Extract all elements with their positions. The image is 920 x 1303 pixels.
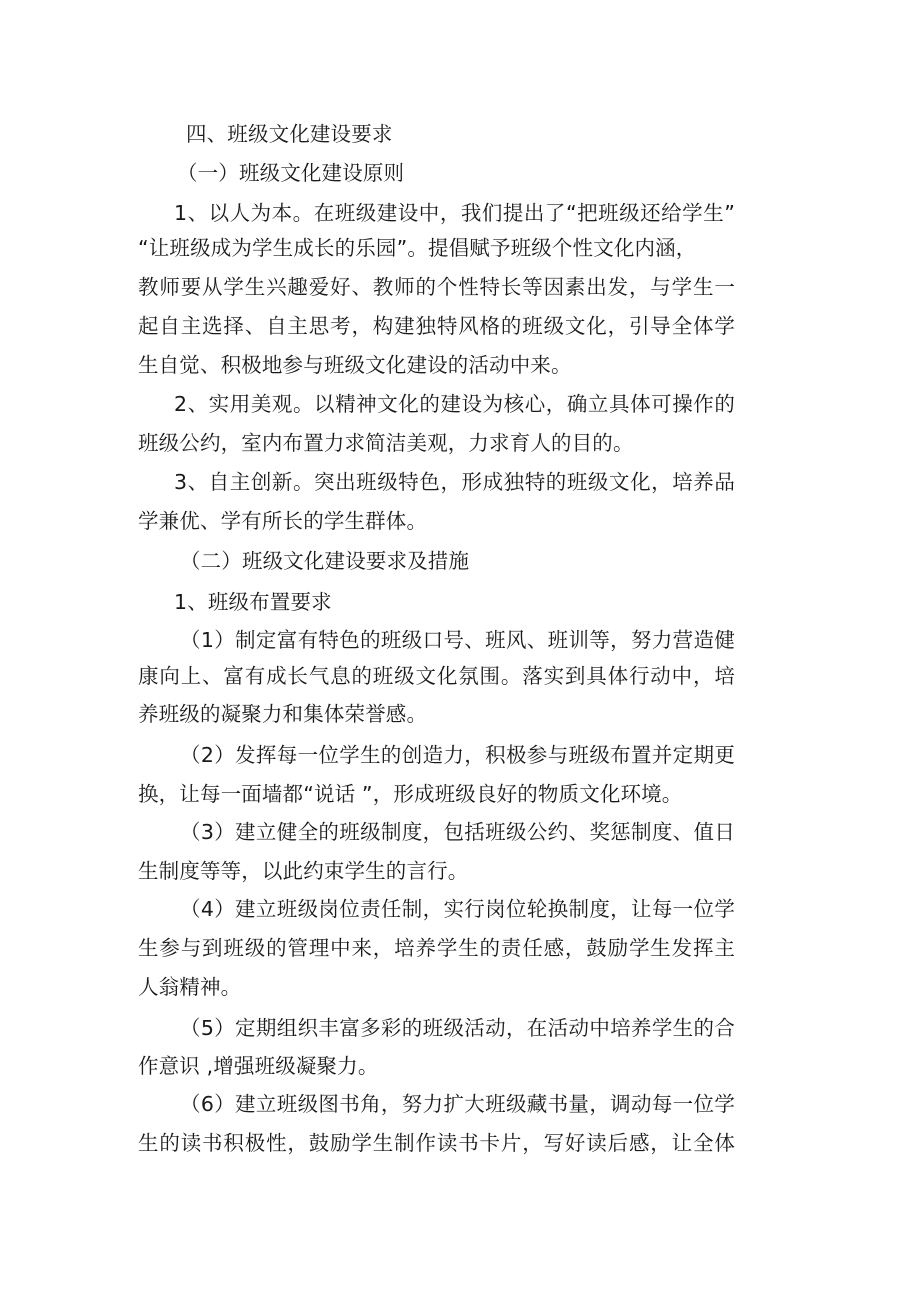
paragraph-line: 起自主选择、自主思考，构建独特风格的班级文化，引导全体学: [138, 314, 735, 338]
paragraph-line: 生自觉、积极地参与班级文化建设的活动中来。: [138, 353, 572, 377]
paragraph-line: 康向上、富有成长气息的班级文化氛围。落实到具体行动中，培: [138, 664, 735, 688]
paragraph-line: 生参与到班级的管理中来，培养学生的责任感，鼓励学生发挥主: [138, 936, 735, 960]
paragraph-line: 换，让每一面墙都“说话 ”，形成班级良好的物质文化环境。: [138, 782, 683, 806]
paragraph-line: 1、以人为本。在班级建设中，我们提出了“把班级还给学生”: [174, 201, 735, 225]
paragraph-line: 教师要从学生兴趣爱好、教师的个性特长等因素出发，与学生一: [138, 275, 735, 299]
paragraph-line: （4）建立班级岗位责任制，实行岗位轮换制度，让每一位学: [180, 897, 735, 921]
subheading: 1、班级布置要求: [174, 590, 332, 614]
paragraph-line: 养班级的凝聚力和集体荣誉感。: [138, 702, 428, 726]
paragraph-line: 3、自主创新。突出班级特色，形成独特的班级文化，培养品: [174, 470, 735, 494]
paragraph-line: 班级公约，室内布置力求简洁美观，力求育人的目的。: [138, 431, 634, 455]
paragraph-line: 生的读书积极性，鼓励学生制作读书卡片，写好读后感，让全体: [138, 1131, 735, 1155]
subsection-heading: （一）班级文化建设原则: [177, 161, 405, 185]
paragraph-line: “让班级成为学生成长的乐园”。提倡赋予班级个性文化内涵，: [138, 236, 697, 260]
paragraph-line: （2）发挥每一位学生的创造力，积极参与班级布置并定期更: [180, 743, 735, 767]
paragraph-line: 作意识 ,增强班级凝聚力。: [138, 1054, 379, 1078]
paragraph-line: （5）定期组织丰富多彩的班级活动，在活动中培养学生的合: [180, 1016, 735, 1040]
paragraph-line: 人翁精神。: [138, 975, 242, 999]
paragraph-line: 2、实用美观。以精神文化的建设为核心，确立具体可操作的: [174, 392, 735, 416]
paragraph-line: 学兼优、学有所长的学生群体。: [138, 509, 428, 533]
section-heading: 四、班级文化建设要求: [186, 122, 393, 146]
paragraph-line: 生制度等等，以此约束学生的言行。: [138, 859, 469, 883]
paragraph-line: （6）建立班级图书角，努力扩大班级藏书量，调动每一位学: [180, 1092, 735, 1116]
paragraph-line: （1）制定富有特色的班级口号、班风、班训等，努力营造健: [180, 628, 735, 652]
paragraph-line: （3）建立健全的班级制度，包括班级公约、奖惩制度、值日: [180, 820, 735, 844]
subsection-heading: （二）班级文化建设要求及措施: [180, 549, 470, 573]
